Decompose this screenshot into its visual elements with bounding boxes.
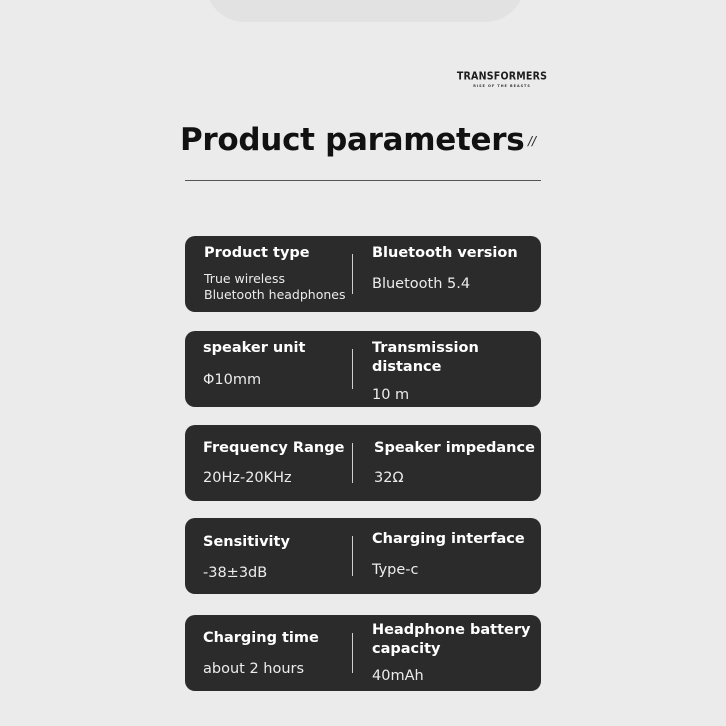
param-value: -38±3dB [203,565,268,581]
param-value: Bluetooth 5.4 [372,276,471,292]
param-card-charging-time [185,615,541,691]
card-separator [352,443,353,483]
param-label: Product type [204,245,310,261]
param-label: Charging time [203,630,319,646]
param-card-sensitivity [185,518,541,594]
top-decorative-shape [205,0,525,22]
card-separator [352,349,353,389]
param-label: speaker unit [203,340,306,356]
param-value: 10 m [372,387,410,403]
param-card-speaker-unit [185,331,541,407]
param-label: Charging interface [372,531,525,547]
param-label: Sensitivity [203,534,290,550]
param-value: about 2 hours [203,661,305,677]
param-label: Speaker impedance [374,440,535,456]
param-value: 32Ω [374,470,404,486]
brand-logo-subtitle: RISE OF THE BEASTS [473,84,531,88]
param-label: Bluetooth version [372,245,518,261]
card-separator [352,633,353,673]
brand-logo-text: TRANSFORMERS [456,70,548,83]
card-separator [352,254,353,294]
param-value: Φ10mm [203,372,262,388]
param-value: Bluetooth headphones [204,287,346,302]
param-card-product-type [185,236,541,312]
card-separator [352,536,353,576]
param-card-frequency-range [185,425,541,501]
param-value: 20Hz-20KHz [203,470,292,486]
param-value: Type-c [372,562,419,578]
param-label: Transmission distance [372,340,479,375]
param-value: True wireless [204,271,285,286]
param-value: 40mAh [372,668,424,684]
title-decoration-mark: // [528,134,537,148]
brand-logo [456,71,548,88]
param-label: Frequency Range [203,440,345,456]
title-divider [185,180,541,181]
param-label: Headphone battery capacity [372,622,531,657]
page-title: Product parameters [180,122,525,158]
